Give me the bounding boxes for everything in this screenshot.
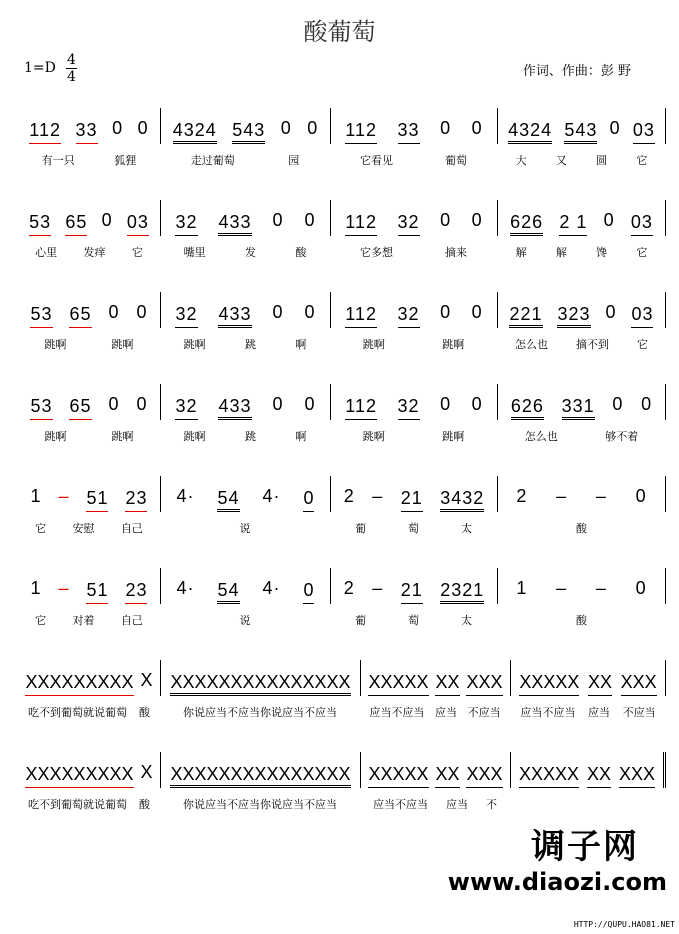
note-group: 0 (471, 210, 483, 230)
note-group: 0 (137, 118, 149, 138)
note-group: 4· (176, 486, 195, 506)
lyric: 自己 (120, 614, 143, 627)
note-group: 0 (612, 394, 624, 414)
measure (18, 476, 160, 512)
note-group: 2 (343, 578, 355, 598)
note-group: XXX (619, 764, 655, 788)
lyric: 发 (244, 246, 256, 259)
measure-lyrics (510, 798, 666, 812)
note-group: 0 (603, 210, 615, 230)
lyric: 不应当 (467, 706, 501, 719)
lyric: 说 (239, 522, 251, 535)
measure-lyrics (160, 798, 360, 812)
measure (18, 752, 160, 788)
note-group: 53 (30, 396, 52, 420)
note-group: 65 (69, 304, 91, 328)
note-group: 433 (218, 396, 251, 420)
measure-lyrics (160, 154, 330, 168)
note-group: 0 (440, 394, 452, 414)
note-group: 1 (516, 578, 528, 598)
note-group: 21 (401, 488, 423, 512)
measure (18, 384, 160, 420)
note-group: XXX (466, 764, 502, 788)
measure-lyrics (18, 246, 160, 260)
measure (18, 292, 160, 328)
lyric: 摘不到 (576, 338, 609, 351)
key-signature: 1=D (24, 60, 56, 76)
lyric: 应当不应当 (369, 706, 425, 719)
lyric: 大 (515, 154, 527, 167)
note-group: 2 (516, 486, 528, 506)
lyric: 跳啊 (44, 338, 67, 351)
note-group: 0 (440, 302, 452, 322)
lyric: 心里 (35, 246, 58, 259)
note-group: 0 (307, 118, 319, 138)
score-system (18, 108, 666, 178)
note-group: 0 (272, 210, 284, 230)
lyric: 跳啊 (362, 430, 385, 443)
note-group: 32 (175, 396, 197, 420)
measure (160, 476, 330, 512)
note-group: 23 (125, 580, 147, 604)
measure-lyrics (18, 430, 160, 444)
measure (360, 660, 510, 696)
measure-lyrics (330, 430, 497, 444)
measure (160, 568, 330, 604)
note-group: 1 (30, 486, 42, 506)
measure (18, 660, 160, 696)
note-group: 65 (69, 396, 91, 420)
measure (160, 108, 330, 144)
lyric: 跳 (244, 430, 256, 443)
note-group: 32 (175, 212, 197, 236)
note-group: 54 (217, 580, 239, 604)
note-group: 0 (108, 394, 120, 414)
note-group: 433 (218, 212, 251, 236)
lyric: 应当 (434, 706, 457, 719)
note-group: XX (588, 672, 612, 696)
score-system (18, 660, 666, 730)
measure (160, 752, 360, 788)
measure-lyrics (330, 522, 497, 536)
lyric: 说 (239, 614, 251, 627)
note-group: 03 (631, 212, 653, 236)
note-group: – (58, 578, 70, 598)
measure (160, 292, 330, 328)
score-system (18, 384, 666, 454)
measure-lyrics (18, 154, 160, 168)
lyric: 萄 (408, 522, 419, 535)
lyric: 酸 (576, 614, 587, 627)
note-group: 03 (127, 212, 149, 236)
note-group: 0 (440, 210, 452, 230)
lyric: 它 (35, 522, 47, 535)
measure-lyrics (497, 154, 666, 168)
measure-lyrics (160, 338, 330, 352)
note-group: XXXXXXXXXXXXXXX (170, 764, 350, 788)
note-group: 0 (280, 118, 292, 138)
score-system (18, 200, 666, 270)
lyric: 酸 (576, 522, 587, 535)
note-group: 33 (398, 120, 420, 144)
note-group: XX (587, 764, 611, 788)
lyric: 跳啊 (183, 430, 206, 443)
lyric: 你说应当不应当你说应当不应当 (183, 798, 337, 811)
note-group: 112 (345, 396, 377, 420)
note-group: – (372, 486, 384, 506)
lyric: 它 (131, 246, 143, 259)
measure-lyrics (330, 338, 497, 352)
measure-lyrics (330, 614, 497, 628)
measure (18, 108, 160, 144)
note-group: 112 (345, 212, 377, 236)
lyric: 萄 (408, 614, 419, 627)
lyric: 够不着 (605, 430, 639, 443)
note-group: X (140, 762, 153, 782)
note-group: 112 (345, 120, 377, 144)
measure-lyrics (360, 798, 510, 812)
note-group: 0 (304, 394, 316, 414)
measure (330, 108, 497, 144)
note-group: – (595, 486, 607, 506)
lyric: 应当不应当 (373, 798, 428, 811)
measure (497, 384, 666, 420)
note-group: 03 (633, 120, 655, 144)
note-group: 0 (304, 210, 316, 230)
note-group: – (556, 486, 568, 506)
note-group: 53 (29, 212, 51, 236)
lyric: 圆 (596, 154, 608, 167)
note-group: 33 (76, 120, 98, 144)
measure-lyrics (18, 798, 160, 812)
measure (510, 752, 666, 788)
note-group: 0 (635, 486, 647, 506)
lyric: 啊 (295, 338, 307, 351)
lyric: 发痒 (83, 246, 106, 259)
lyric: 不应当 (622, 706, 656, 719)
lyric: 酸 (139, 706, 150, 719)
measure (360, 752, 510, 788)
note-group: 0 (136, 302, 148, 322)
note-group: 0 (112, 118, 124, 138)
lyric: 不 (486, 798, 497, 811)
note-group: 0 (635, 578, 647, 598)
note-group: 4324 (508, 120, 552, 144)
note-group: 626 (511, 396, 544, 420)
note-group: 32 (398, 396, 420, 420)
note-group: 0 (303, 580, 314, 604)
lyric: 葡萄 (445, 154, 467, 167)
lyric: 它 (637, 338, 648, 351)
measure (330, 292, 497, 328)
note-group: 4· (262, 578, 281, 598)
note-group: 0 (609, 118, 621, 138)
note-group: 112 (345, 304, 377, 328)
measure-lyrics (160, 246, 330, 260)
note-group: 2321 (440, 580, 484, 604)
lyric: 葡 (355, 614, 366, 627)
note-group: XXXXX (368, 764, 428, 788)
watermark-url: HTTP://QUPU.HAO81.NET (573, 920, 675, 929)
measure-lyrics (330, 246, 497, 260)
measure (497, 568, 666, 604)
measure-lyrics (160, 614, 330, 628)
measure-lyrics (497, 338, 666, 352)
score-system (18, 292, 666, 362)
note-group: – (58, 486, 70, 506)
note-group: 0 (304, 302, 316, 322)
note-group: 0 (136, 394, 148, 414)
lyric: 跳啊 (442, 430, 465, 443)
note-group: XXXXXXXXXXXXXXX (170, 672, 350, 696)
note-group: 0 (471, 394, 483, 414)
score-system (18, 476, 666, 546)
note-group: 32 (175, 304, 197, 328)
lyric: 葡 (355, 522, 366, 535)
note-group: 221 (509, 304, 542, 328)
note-group: 4· (176, 578, 195, 598)
measure (160, 200, 330, 236)
measure (330, 568, 497, 604)
measure-lyrics (497, 522, 666, 536)
lyric: 酸 (139, 798, 150, 811)
lyric: 它 (636, 246, 648, 259)
note-group: – (595, 578, 607, 598)
note-group: 0 (101, 210, 113, 230)
note-group: 626 (510, 212, 543, 236)
lyric: 怎么也 (524, 430, 558, 443)
note-group: 53 (30, 304, 52, 328)
lyric: 解 (515, 246, 527, 259)
lyric: 吃不到葡萄就说葡萄 (28, 798, 127, 811)
lyric: 有一只 (41, 154, 75, 167)
lyric: 应当 (587, 706, 610, 719)
measure-lyrics (360, 706, 510, 720)
lyric: 酸 (295, 246, 307, 259)
note-group: 32 (398, 212, 420, 236)
lyric: 你说应当不应当你说应当不应当 (183, 706, 337, 719)
measure-lyrics (18, 522, 160, 536)
measure (330, 200, 497, 236)
lyric: 跳啊 (442, 338, 465, 351)
measure (497, 292, 666, 328)
note-group: 0 (108, 302, 120, 322)
note-group: 543 (564, 120, 597, 144)
note-group: 1 (30, 578, 42, 598)
lyric: 跳 (244, 338, 256, 351)
lyric: 跳啊 (362, 338, 385, 351)
note-group: 51 (86, 580, 108, 604)
note-group: 2 1 (559, 212, 587, 236)
lyric: 嘴里 (183, 246, 206, 259)
author-credit: 作词、作曲：彭 野 (522, 64, 631, 79)
note-group: 03 (631, 304, 653, 328)
measure-lyrics (18, 338, 160, 352)
measure (18, 568, 160, 604)
score-system (18, 752, 666, 822)
note-group: XXX (621, 672, 657, 696)
note-group: XXXXX (519, 764, 579, 788)
note-group: 0 (605, 302, 617, 322)
measure-lyrics (160, 430, 330, 444)
measure-lyrics (160, 706, 360, 720)
note-group: 54 (217, 488, 239, 512)
lyric: 走过葡萄 (190, 154, 235, 167)
note-group: – (372, 578, 384, 598)
note-group: X (140, 670, 153, 690)
watermark-site: www.diaozi.com (447, 868, 667, 896)
lyric: 啊 (295, 430, 307, 443)
measure (330, 384, 497, 420)
note-group: 65 (65, 212, 87, 236)
note-group: – (556, 578, 568, 598)
measure (497, 476, 666, 512)
measure (330, 476, 497, 512)
measure-lyrics (510, 706, 666, 720)
measure-lyrics (18, 614, 160, 628)
lyric: 对着 (72, 614, 95, 627)
lyric: 怎么也 (515, 338, 548, 351)
lyric: 太 (461, 614, 472, 627)
lyric: 它看见 (360, 154, 393, 167)
note-group: XX (435, 672, 459, 696)
note-group: 433 (218, 304, 251, 328)
measure-lyrics (497, 246, 666, 260)
lyric: 安慰 (72, 522, 95, 535)
note-group: XX (435, 764, 459, 788)
measure (497, 108, 666, 144)
lyric: 狐狸 (114, 154, 137, 167)
note-group: 0 (471, 302, 483, 322)
measure (510, 660, 666, 696)
note-group: 323 (557, 304, 590, 328)
lyric: 应当不应当 (520, 706, 576, 719)
lyric: 跳啊 (183, 338, 206, 351)
note-group: 2 (343, 486, 355, 506)
note-group: 21 (401, 580, 423, 604)
note-group: 0 (440, 118, 452, 138)
watermark-brand: 调子网 (531, 827, 639, 867)
lyric: 解 (555, 246, 567, 259)
time-denominator: 4 (67, 69, 76, 85)
note-group: 543 (232, 120, 265, 144)
lyric: 自己 (120, 522, 143, 535)
lyric: 应当 (446, 798, 468, 811)
note-group: XXX (466, 672, 502, 696)
note-group: 0 (303, 488, 314, 512)
note-group: 331 (562, 396, 595, 420)
measure (497, 200, 666, 236)
note-group: 32 (398, 304, 420, 328)
lyric: 跳啊 (111, 338, 134, 351)
time-numerator: 4 (67, 52, 76, 68)
note-group: 0 (272, 394, 284, 414)
score-system (18, 568, 666, 638)
note-group: 0 (272, 302, 284, 322)
lyric: 太 (461, 522, 472, 535)
note-group: XXXXXXXXX (25, 764, 133, 788)
measure-lyrics (497, 614, 666, 628)
measure (160, 384, 330, 420)
note-group: 4· (262, 486, 281, 506)
lyric: 它 (35, 614, 47, 627)
lyric: 又 (555, 154, 567, 167)
note-group: 112 (29, 120, 61, 144)
measure-lyrics (497, 430, 666, 444)
time-signature (66, 52, 77, 85)
note-group: 51 (86, 488, 108, 512)
note-group: XXXXX (519, 672, 579, 696)
measure (160, 660, 360, 696)
lyric: 吃不到葡萄就说葡萄 (28, 706, 127, 719)
note-group: XXXXXXXXX (25, 672, 133, 696)
lyric: 园 (288, 154, 300, 167)
note-group: XXXXX (368, 672, 428, 696)
lyric: 跳啊 (44, 430, 67, 443)
lyric: 跳啊 (111, 430, 134, 443)
measure-lyrics (160, 522, 330, 536)
song-title: 酸葡萄 (303, 18, 376, 46)
lyric: 它 (636, 154, 648, 167)
measure (18, 200, 160, 236)
note-group: 0 (471, 118, 483, 138)
measure-lyrics (330, 154, 497, 168)
lyric: 摘来 (445, 246, 467, 259)
note-group: 23 (125, 488, 147, 512)
note-group: 3432 (440, 488, 484, 512)
measure-lyrics (18, 706, 160, 720)
note-group: 4324 (173, 120, 217, 144)
lyric: 它多想 (360, 246, 393, 259)
note-group: 0 (641, 394, 653, 414)
lyric: 馋 (596, 246, 608, 259)
